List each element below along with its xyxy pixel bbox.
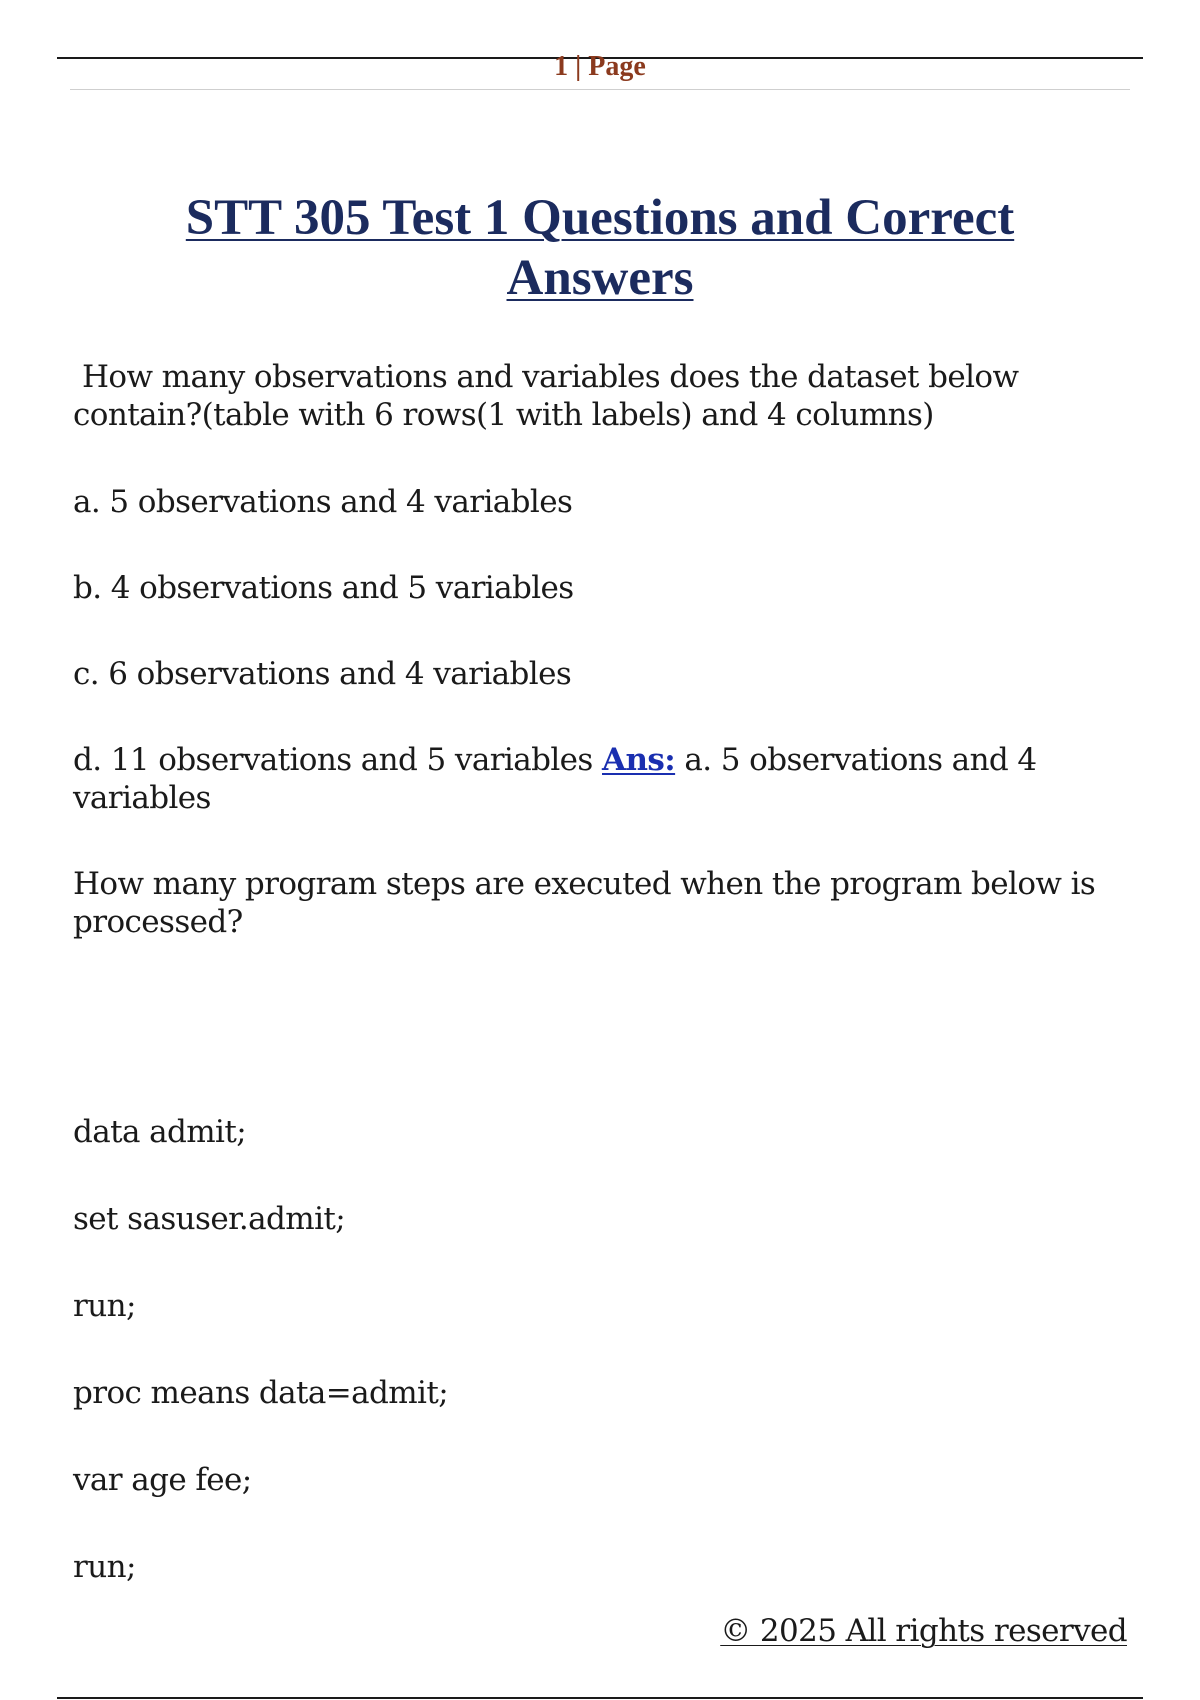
code-line: data admit; — [73, 1114, 247, 1150]
question-1-text: How many observations and variables does the dataset below contain?(table with 6 rows(1 with labels) and 4 columns) — [73, 359, 1019, 433]
document-title-text: STT 305 Test 1 Questions and Correct Answers — [185, 190, 1015, 306]
document-body — [73, 358, 1133, 1586]
answer-link[interactable]: Ans: — [602, 742, 676, 778]
code-line: set sasuser.admit; — [73, 1201, 346, 1237]
question-1-option-b: b. 4 observations and 5 variables — [73, 570, 574, 606]
footer-bottom-rule — [57, 1697, 1143, 1699]
code-line: run; — [73, 1549, 136, 1585]
document-title — [100, 188, 1100, 308]
question-1-option-a: a. 5 observations and 4 variables — [73, 484, 573, 520]
footer-copyright: © 2025 All rights reserved — [720, 1613, 1127, 1649]
question-1-option-c: c. 6 observations and 4 variables — [73, 656, 572, 692]
question-1-option-d-line — [73, 741, 1133, 817]
question-2-text: How many program steps are executed when the program below is processed? — [73, 866, 1096, 940]
code-line: run; — [73, 1288, 136, 1324]
question-1-answer-text: a. 5 observations and 4 variables — [73, 742, 1037, 816]
question-1-option-d: d. 11 observations and 5 variables — [73, 742, 593, 778]
page-number-label: 1 | Page — [554, 51, 646, 82]
header-bottom-rule — [70, 89, 1130, 90]
code-line: proc means data=admit; — [73, 1375, 449, 1411]
code-line: var age fee; — [73, 1462, 252, 1498]
